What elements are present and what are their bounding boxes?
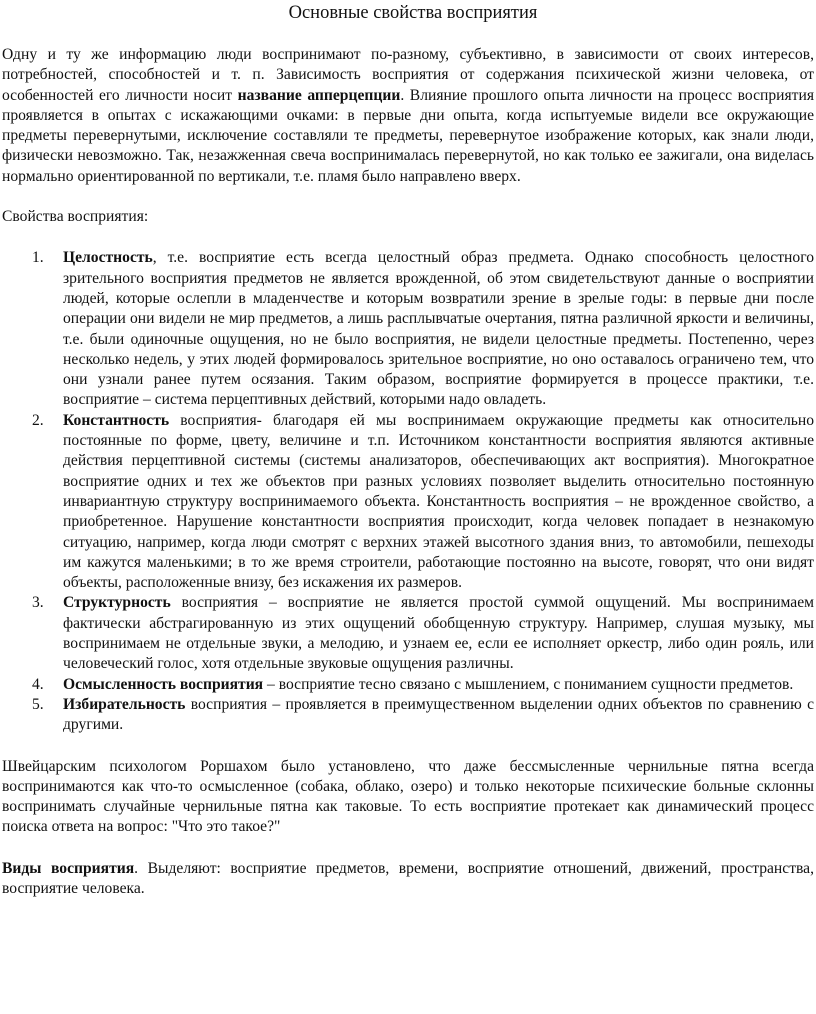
list-item [2,675,814,695]
list-item [2,695,814,736]
property-description: – восприятие тесно связано с мышлением, с пониманием сущности предметов. [263,675,794,693]
list-item-number: 1. [32,249,44,267]
property-term: Структурность [63,594,171,612]
rorschach-paragraph: Швейцарским психологом Роршахом было установлено, что даже бессмысленные чернильные пятна всегда воспринимаются как что-то осмысленное (собака, облако, озеро) и только некоторые психические больные склонны воспринимать случайные чернильные пятна как таковые. То есть восприятие протекает как динамический процесс поиска ответа на вопрос: "Что это такое?" [2,757,814,836]
intro-text-start: Одну и ту же информацию люди воспринимают по-разному, субъективно, в зависимости от своих интересов, потребностей, способностей и т. п. Зависимость восприятия от содержания психической жизни человека, от особенностей его личности носит [2,46,814,104]
property-description: восприятия – восприятие не является простой суммой ощущений. Мы воспринимаем фактически абстрагированную из этих ощущений обобщенную структуру. Например, слушая музыку, мы воспринимаем не отдельные звуки, а мелодию, и узнаем ее, если ее исполняет оркестр, либо один рояль, или человеческий голос, хотя отдельные звуковые ощущения различны. [63,594,814,673]
perception-types-text: . Выделяют: восприятие предметов, времени, восприятие отношений, движений, пространства, восприятие человека. [2,859,814,897]
list-item [2,593,814,674]
intro-paragraph [2,45,814,187]
property-term: Осмысленность восприятия [63,675,264,693]
perception-types-paragraph [2,859,814,900]
property-term: Целостность [63,249,153,267]
list-item-number: 2. [32,411,44,429]
property-term: Константность [63,411,170,429]
list-item [2,248,814,410]
apperception-term: название апперцепции [237,86,401,104]
intro-text-end: . Влияние прошлого опыта личности на процесс восприятия проявляется в опытах с искажающими очками: в первые дни опыта, когда испытуемые видели все окружающие предметы перевернутыми, исключение составляли те предметы, перевернутое изображение которых, как знали люди, физически невозможно. Так, незажженная свеча воспринималась перевернутой, но как только ее зажигали, она виделась нормально ориентированной по вертикали, т.е. пламя было направлено вверх. [2,86,814,185]
list-item-number: 4. [32,675,44,693]
list-item-number: 5. [32,695,44,713]
properties-heading: Свойства восприятия: [2,208,149,226]
list-item [2,411,814,594]
property-description: , т.е. восприятие есть всегда целостный образ предмета. Однако способность целостного зрительного восприятия предметов не является врожденной, об этом свидетельствуют данные о восприятии людей, которые ослепли в младенчестве и которым возвратили зрение в зрелые годы: в первые дни после операции они видели не мир предметов, а лишь расплывчатые очертания, пятна различной яркости и величины, т.е. были одиночные ощущения, но не было восприятия, не видели целостные предметы. Постепенно, через несколько недель, у этих людей формировалось зрительное восприятие, но оно оставалось ограничено тем, что они узнали ранее путем осязания. Таким образом, восприятие формируется в процессе практики, т.е. восприятие – система перцептивных действий, которыми надо овладеть. [63,249,814,409]
page-title: Основные свойства восприятия [288,3,538,23]
list-item-number: 3. [32,594,44,612]
properties-list [2,248,814,735]
property-description: восприятия- благодаря ей мы воспринимаем окружающие предметы как относительно постоянные по форме, цвету, величине и т.п. Источником константности восприятия являются активные действия перцептивной системы (системы анализаторов, обеспечивающих акт восприятия). Многократное восприятие одних и тех же объектов при разных условиях позволяет выделить относительно постоянную инвариантную структуру воспринимаемого объекта. Константность восприятия – не врожденное свойство, а приобретенное. Нарушение константности восприятия происходит, когда человек попадает в незнакомую ситуацию, например, когда люди смотрят с верхних этажей высотного здания вниз, то автомобили, пешеходы им кажутся маленькими; в то же время строители, работающие постоянно на высоте, говорят, что они видят объекты, расположенные внизу, без искажения их размеров. [63,411,814,592]
property-description: восприятия – проявляется в преимущественном выделении одних объектов по сравнению с другими. [63,695,814,734]
perception-types-term: Виды восприятия [2,859,135,877]
property-term: Избирательность [63,695,186,713]
